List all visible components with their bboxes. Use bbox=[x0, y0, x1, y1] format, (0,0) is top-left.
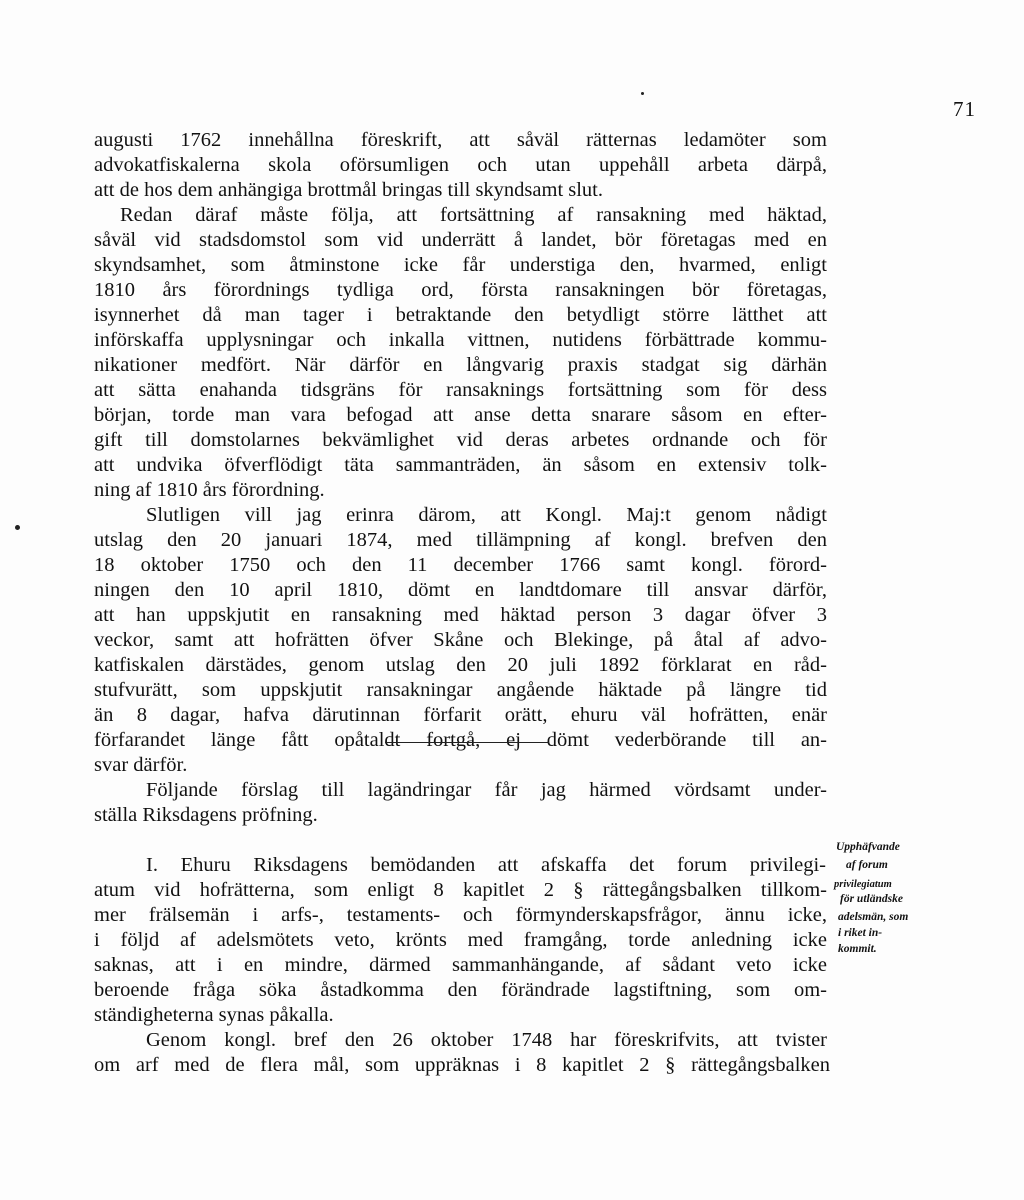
margin-note-line: för utländske bbox=[840, 893, 903, 905]
text-line: veckor, samt att hofrätten öfver Skåne och Blekinge, på åtal af advo- bbox=[94, 629, 827, 651]
scan-speck bbox=[641, 92, 644, 95]
margin-note-line: kommit. bbox=[838, 943, 877, 955]
text-line: såväl vid stadsdomstol som vid underrätt å landet, bör företagas med en bbox=[94, 229, 827, 251]
text-line: isynnerhet då man tager i betraktande den betydligt större lätthet att bbox=[94, 304, 827, 326]
page-number: 71 bbox=[953, 97, 976, 121]
text-line: beroende fråga söka åstadkomma den förändrade lagstiftning, som om- bbox=[94, 979, 827, 1001]
text-line: ständigheterna synas påkalla. bbox=[94, 1004, 334, 1026]
text-line: förfarandet länge fått opåtaldt fortgå, ej dömt vederbörande till an- bbox=[94, 729, 827, 751]
text-line: i följd af adelsmötets veto, krönts med framgång, torde anledning icke bbox=[94, 929, 827, 951]
text-line: nikationer medfört. När därför en långvarig praxis stadgat sig därhän bbox=[94, 354, 827, 376]
text-line: Slutligen vill jag erinra därom, att Kongl. Maj:t genom nådigt bbox=[146, 504, 827, 526]
text-line: att han uppskjutit en ransakning med häktad person 3 dagar öfver 3 bbox=[94, 604, 827, 626]
text-line: om arf med de flera mål, som uppräknas i 8 kapitlet 2 § rättegångsbalken bbox=[94, 1054, 830, 1076]
text-line: ning af 1810 års förordning. bbox=[94, 479, 325, 501]
margin-note-line: Upphäfvande bbox=[836, 841, 900, 853]
text-line: katfiskalen därstädes, genom utslag den 20 juli 1892 förklarat en råd- bbox=[94, 654, 827, 676]
text-line: augusti 1762 innehållna föreskrift, att såväl rätternas ledamöter som bbox=[94, 129, 827, 151]
text-line: skyndsamhet, som åtminstone icke får understiga den, hvarmed, enligt bbox=[94, 254, 827, 276]
scan-speck bbox=[15, 525, 20, 530]
text-line: ställa Riksdagens pröfning. bbox=[94, 804, 318, 826]
text-line: stufvurätt, som uppskjutit ransakningar angående häktade på längre tid bbox=[94, 679, 827, 701]
margin-note-line: af forum bbox=[846, 859, 888, 871]
text-line: saknas, att i en mindre, därmed sammanhängande, af sådant veto icke bbox=[94, 954, 827, 976]
text-line: att de hos dem anhängiga brottmål bringas till skyndsamt slut. bbox=[94, 179, 604, 201]
text-line: utslag den 20 januari 1874, med tillämpning af kongl. brefven den bbox=[94, 529, 827, 551]
text-line: 18 oktober 1750 och den 11 december 1766 samt kongl. förord- bbox=[94, 554, 827, 576]
margin-note-line: i riket in- bbox=[838, 927, 883, 939]
text-line: svar därför. bbox=[94, 754, 188, 776]
text-line: gift till domstolarnes bekvämlighet vid deras arbetes ordnande och för bbox=[94, 429, 827, 451]
text-line: I. Ehuru Riksdagens bemödanden att afskaffa det forum privilegi- bbox=[146, 854, 826, 876]
text-line: advokatfiskalerna skola oförsumligen och utan uppehåll arbeta därpå, bbox=[94, 154, 827, 176]
text-line: atum vid hofrätterna, som enligt 8 kapitlet 2 § rättegångsbalken tillkom- bbox=[94, 879, 827, 901]
text-line: början, torde man vara befogad att anse detta snarare såsom en efter- bbox=[94, 404, 827, 426]
text-line: införskaffa upplysningar och inkalla vittnen, nutidens förbättrade kommu- bbox=[94, 329, 827, 351]
text-line: att sätta enahanda tidsgräns för ransaknings fortsättning som för dess bbox=[94, 379, 827, 401]
margin-note-line: adelsmän, som bbox=[838, 911, 909, 923]
text-line: Genom kongl. bref den 26 oktober 1748 har föreskrifvits, att tvister bbox=[146, 1029, 827, 1051]
text-line: än 8 dagar, hafva därutinnan förfarit orätt, ehuru väl hofrätten, enär bbox=[94, 704, 827, 726]
text-line: ningen den 10 april 1810, dömt en landtdomare till ansvar därför, bbox=[94, 579, 827, 601]
text-line: 1810 års förordnings tydliga ord, första ransakningen bör företagas, bbox=[94, 279, 827, 301]
text-line: att undvika öfverflödigt täta sammanträden, än såsom en extensiv tolk- bbox=[94, 454, 827, 476]
text-line: mer frälsemän i arfs-, testaments- och förmynderskapsfrågor, ännu icke, bbox=[94, 904, 827, 926]
section-divider bbox=[385, 742, 549, 743]
text-line: Följande förslag till lagändringar får jag härmed vördsamt under- bbox=[146, 779, 827, 801]
text-line: Redan däraf måste följa, att fortsättning af ransakning med häktad, bbox=[120, 204, 827, 226]
margin-note-line: privilegiatum bbox=[834, 879, 892, 890]
